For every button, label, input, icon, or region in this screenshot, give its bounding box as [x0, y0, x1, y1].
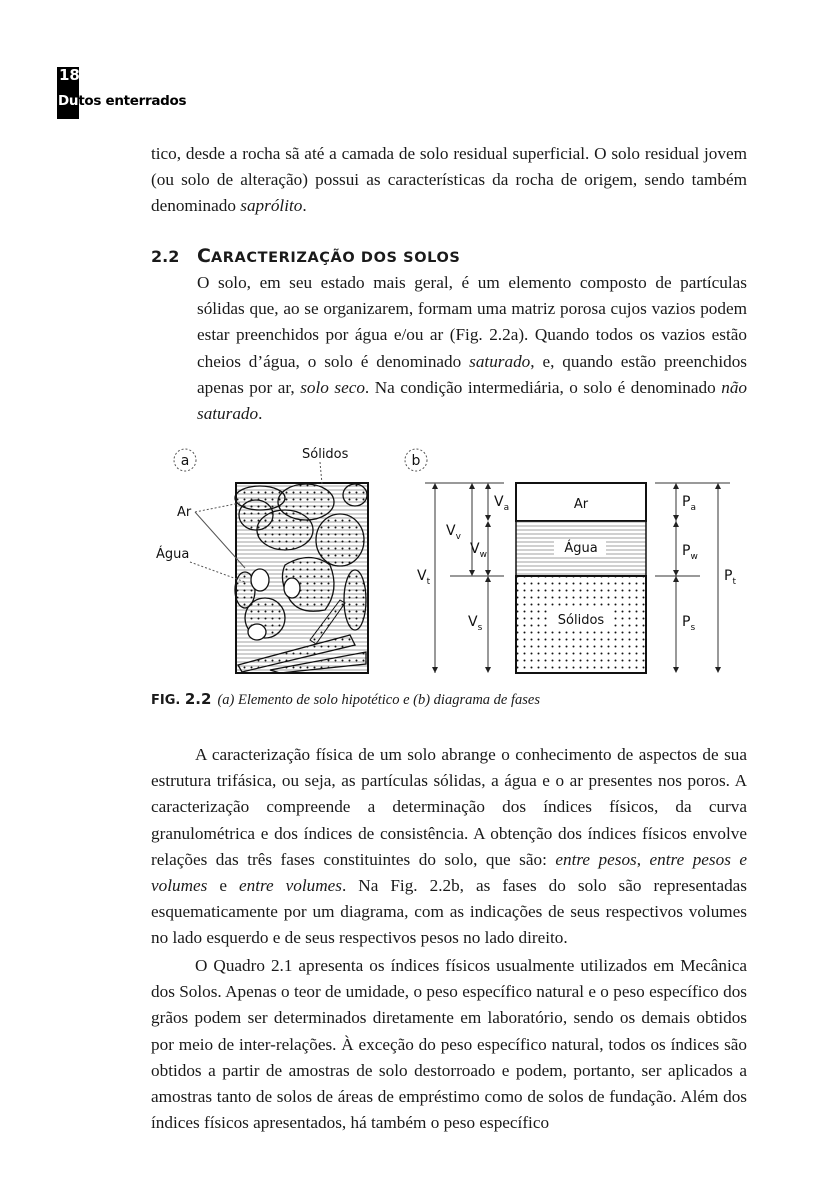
svg-text:Vs: $V_s$: [468, 614, 483, 633]
phase-label-agua: Água: [564, 541, 598, 556]
svg-text:Vw: $V_w$: [470, 541, 487, 560]
leader-solidos: [320, 462, 322, 484]
svg-text:b: b: [411, 453, 421, 469]
section-title-initial: C: [197, 245, 211, 267]
svg-text:Vt: $V_t$: [417, 568, 431, 587]
volume-labels: [417, 494, 509, 633]
page-number: 18: [59, 66, 80, 84]
section-title-rest: ARACTERIZAÇÃO DOS SOLOS: [210, 250, 461, 266]
running-head-rest: tos enterrados: [78, 93, 187, 109]
volume-arrows: [432, 483, 491, 673]
term-saprolito: saprólito: [240, 196, 303, 216]
svg-text:Vv: $V_v$: [446, 523, 461, 542]
intro-paragraph: tico, desde a rocha sã até a camada de solo residual superficial. O solo residual jovem (ou solo de alteração) possui as características da rocha de origem, sendo também denominado saprólito.: [151, 144, 747, 216]
running-head: [58, 92, 186, 110]
paragraph-quadro-2-1: O Quadro 2.1 apresenta os índices físicos usualmente utilizados em Mecânica dos Solos. Apenas o teor de umidade, o peso específico natural e o peso específico dos grãos podem ser determinados diretamente em laboratório, sendo os demais obtidos por meio de inter-relações. À exceção do peso específico natural, todos os índices são obtidos a partir de amostras de solo destorroado e podem, portanto, ser aplicados a amostras tanto de solos de áreas de empréstimo como de solos de fundação. Além dos índices físicos apresentados, há também o peso específico: [151, 956, 747, 1133]
panel-a-marker: [174, 449, 196, 471]
soil-element: [235, 483, 368, 673]
figure-2-2: [150, 440, 760, 680]
volume-dimensions: [425, 483, 504, 673]
svg-text:Pw: $P_w$: [682, 543, 698, 562]
figure-caption-text: (a) Elemento de solo hipotético e (b) diagrama de fases: [217, 692, 540, 708]
phase-label-ar: Ar: [573, 497, 589, 512]
label-ar: Ar: [177, 505, 192, 520]
phase-figure-svg: [150, 440, 760, 680]
section-paragraph: O solo, em seu estado mais geral, é um elemento composto de partículas sólidas que, ao se organizarem, formam uma matriz porosa cujos vazios podem estar preenchidos por água e/ou ar (Fig. 2.2a). Quando todos os vazios estão cheios d’água, o solo é denominado saturado, e, quando estão preenchidos apenas por ar, solo seco. Na condição intermediária, o solo é denominado não saturado.: [197, 273, 747, 424]
svg-text:Va: $V_a$: [494, 494, 510, 513]
figure-label: FIG. 2.2: [151, 690, 212, 708]
leader-ar-1: [195, 503, 240, 512]
phase-label-solidos: Sólidos: [557, 613, 605, 628]
svg-text:Pt: $P_t$: [724, 568, 736, 587]
svg-text:Pa: $P_a$: [682, 494, 696, 513]
figure-caption: [151, 690, 540, 709]
running-head-inverted: Du: [58, 93, 79, 109]
weight-arrows: [673, 483, 721, 673]
section-number: 2.2: [151, 247, 180, 266]
label-solidos: Sólidos: [302, 447, 349, 462]
section-heading: [151, 245, 460, 267]
label-agua: Água: [156, 547, 190, 562]
phase-diagram: [516, 483, 646, 673]
weight-labels: [682, 494, 736, 633]
svg-text:Ps: $P_s$: [682, 614, 696, 633]
panel-b-marker: [405, 449, 427, 471]
svg-text:a: a: [180, 453, 190, 469]
paragraph-physical-characterization: A caracterização física de um solo abrange o conhecimento de aspectos de sua estrutura trifásica, ou seja, as partículas sólidas, a água e o ar presentes nos poros. A caracterização compreende a determinação dos índices físicos, da curva granulométrica e dos índices de consistência. A obtenção dos índices físicos envolve relações das três fases constituintes do solo, que são: entre pesos, entre pesos e volumes e entre volumes. Na Fig. 2.2b, as fases do solo são representadas esquematicamente por um diagrama, com as indicações de seus respectivos volumes no lado esquerdo e de seus respectivos pesos no lado direito.: [151, 745, 748, 948]
